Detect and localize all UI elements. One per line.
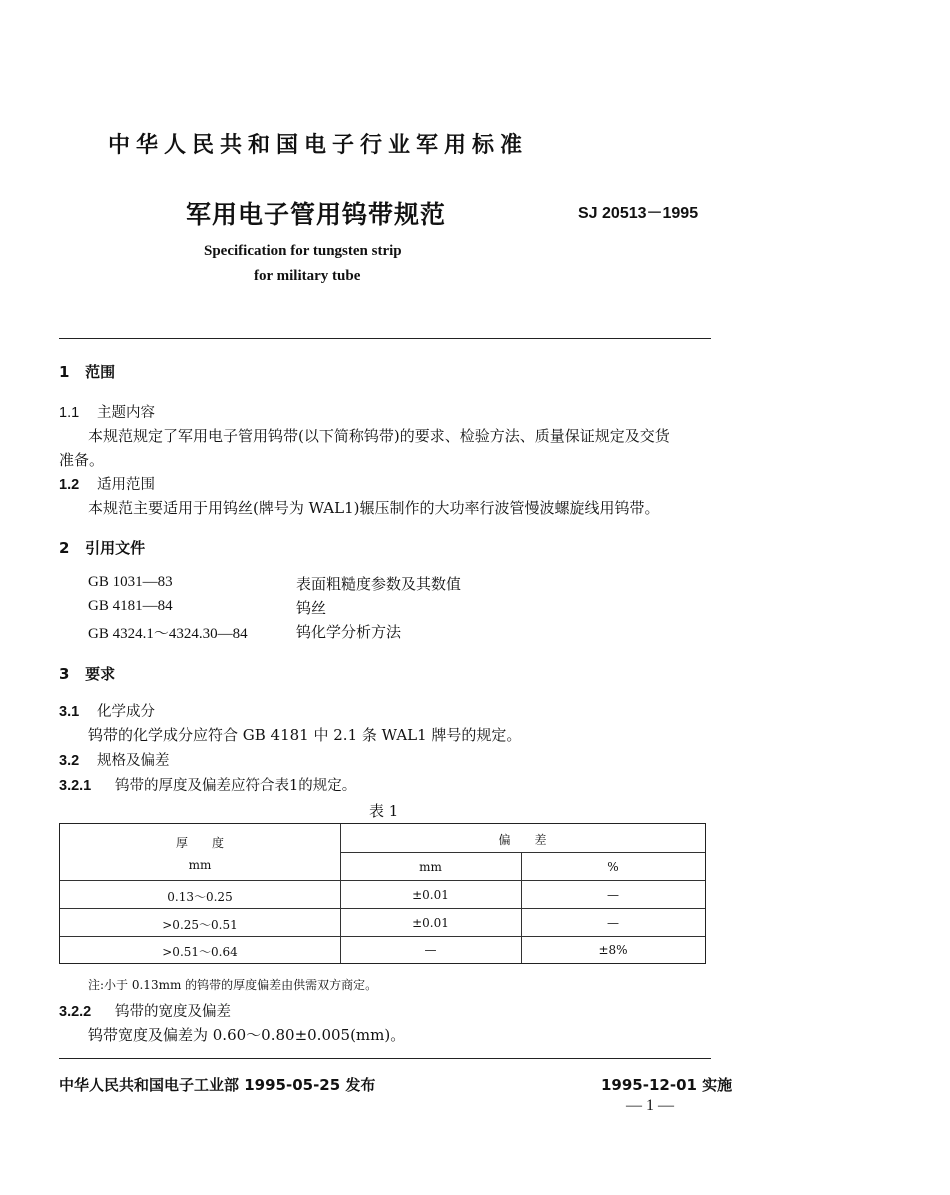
effective-date-line: 1995-12-01 实施 — [601, 1076, 733, 1094]
section-3-2-1-heading — [59, 774, 356, 795]
table-cell-thickness: >0.25～0.51 — [162, 918, 238, 932]
table-header-deviation-pct: % — [607, 860, 619, 874]
paragraph-1-2: 本规范主要适用于用钨丝(牌号为 WAL1)辗压制作的大功率行波管慢波螺旋线用钨带。 — [88, 499, 660, 517]
section-3-2-2-heading — [59, 1000, 231, 1021]
english-title-line-1: Specification for tungsten strip — [204, 243, 402, 259]
table-cell-mm: — — [424, 943, 437, 957]
english-title-line-2: for military tube — [254, 268, 361, 284]
table-note: 注:小于 0.13mm 的钨带的厚度偏差由供需双方商定。 — [88, 978, 378, 992]
footer-divider — [59, 1058, 711, 1059]
thickness-deviation-table — [59, 823, 706, 964]
table-header-deviation: 偏 差 — [498, 833, 547, 847]
table-cell-mm: ±0.01 — [412, 916, 449, 930]
reference-title: 钨丝 — [296, 599, 327, 617]
subsection-number: 3.2.2 — [59, 1004, 92, 1020]
section-title: 引用文件 — [85, 539, 146, 557]
subsection-number: 1.2 — [59, 477, 80, 493]
table-cell-pct: — — [607, 888, 619, 902]
subsection-title: 规格及偏差 — [97, 753, 170, 769]
table-caption: 表 1 — [369, 802, 399, 820]
section-3-1-heading — [59, 700, 155, 721]
standard-code: SJ 20513－1995 — [578, 205, 699, 222]
table-row-divider — [60, 880, 705, 881]
subsection-number: 3.1 — [59, 704, 80, 720]
section-number: 2 — [59, 539, 70, 557]
subsection-title: 适用范围 — [97, 477, 155, 493]
table-header-thickness: 厚 度 — [175, 836, 224, 850]
section-1-heading — [59, 361, 115, 382]
subsection-title: 化学成分 — [97, 704, 155, 720]
section-3-2-heading — [59, 749, 170, 770]
subsection-title: 主题内容 — [97, 405, 155, 421]
section-number: 3 — [59, 665, 70, 683]
subsection-number: 3.2 — [59, 753, 80, 769]
subsection-number: 3.2.1 — [59, 778, 92, 794]
paragraph-3-1: 钨带的化学成分应符合 GB 4181 中 2.1 条 WAL1 牌号的规定。 — [88, 726, 522, 744]
table-row-divider — [60, 936, 705, 937]
reference-code: GB 4181—84 — [88, 598, 173, 614]
paragraph-1-1-line-1: 本规范规定了军用电子管用钨带(以下简称钨带)的要求、检验方法、质量保证规定及交货 — [88, 427, 670, 445]
page-number: — 1 — — [626, 1097, 674, 1114]
section-1-2-heading — [59, 473, 155, 494]
table-cell-thickness: >0.51～0.64 — [162, 945, 238, 959]
table-row-divider — [340, 852, 705, 853]
subsection-text: 钨带的厚度及偏差应符合表1的规定。 — [115, 778, 357, 794]
section-title: 范围 — [85, 363, 116, 381]
issuer-line: 中华人民共和国电子工业部 1995-05-25 发布 — [59, 1076, 376, 1094]
table-header-deviation-mm: mm — [419, 860, 442, 874]
paragraph-1-1-line-2: 准备。 — [59, 451, 105, 469]
table-cell-pct: — — [607, 916, 619, 930]
document-title: 军用电子管用钨带规范 — [186, 200, 447, 229]
section-2-heading — [59, 537, 145, 558]
reference-code: GB 1031—83 — [88, 574, 173, 590]
standard-header: 中华人民共和国电子行业军用标准 — [108, 133, 529, 158]
paragraph-3-2-2: 钨带宽度及偏差为 0.60～0.80±0.005(mm)。 — [88, 1026, 406, 1044]
table-cell-mm: ±0.01 — [412, 888, 449, 902]
table-row-divider — [60, 908, 705, 909]
subsection-title: 钨带的宽度及偏差 — [115, 1004, 231, 1020]
table-header-thickness-unit: mm — [188, 858, 212, 872]
table-cell-thickness: 0.13～0.25 — [167, 890, 233, 904]
reference-code: GB 4324.1～4324.30—84 — [88, 626, 248, 642]
reference-title: 钨化学分析方法 — [296, 623, 402, 641]
section-number: 1 — [59, 363, 70, 381]
section-3-heading — [59, 663, 115, 684]
table-cell-pct: ±8% — [598, 943, 628, 957]
subsection-number: 1.1 — [59, 405, 80, 421]
header-divider — [59, 338, 711, 339]
section-1-1-heading — [59, 401, 155, 422]
reference-title: 表面粗糙度参数及其数值 — [296, 575, 462, 593]
section-title: 要求 — [85, 665, 116, 683]
